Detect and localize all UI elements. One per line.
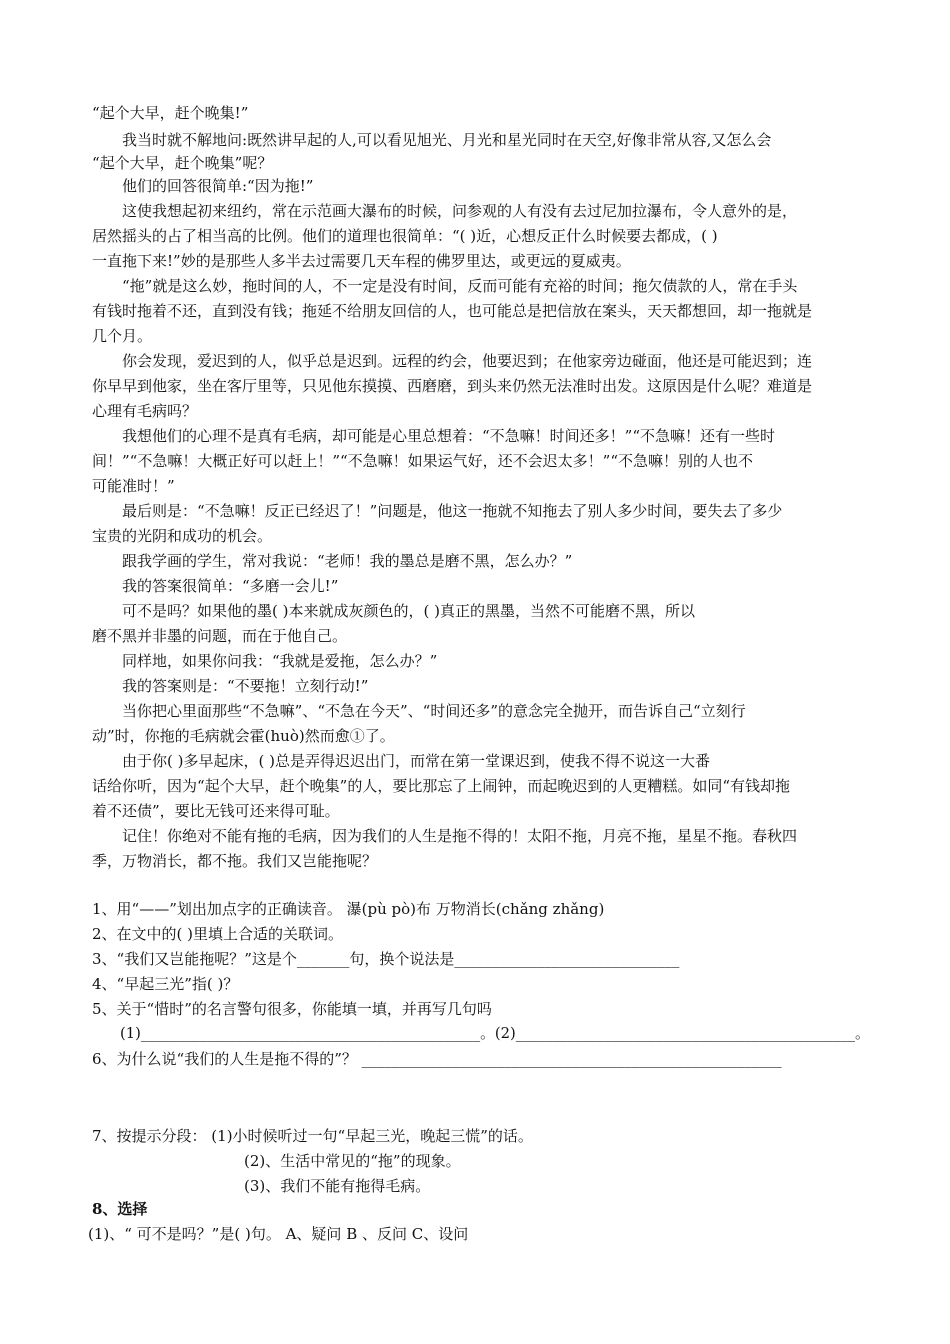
paragraph-line: 可不是吗？如果他的墨( )本来就成灰颜色的，( )真正的黑墨，当然不可能磨不黑，所以 [122,602,695,620]
paragraph-line: 我当时就不解地问:既然讲早起的人,可以看见旭光、月光和星光同时在天空,好像非常从容,又怎么会 [122,131,772,149]
paragraph-line: 一直拖下来!”妙的是那些人多半去过需要几天车程的佛罗里达，或更远的夏威夷。 [92,252,631,270]
paragraph-line: 可能准时！” [92,477,175,495]
question-8-title: 8、选择 [92,1200,148,1218]
paragraph-line: 着不还债”，要比无钱可还来得可耻。 [92,802,340,820]
question-5-blanks: (1)______________________________________________。(2)______________________________________________。 [120,1025,870,1042]
question-5: 5、关于“惜时”的名言警句很多，你能填一填，并再写几句吗 [92,1000,492,1018]
paragraph-line: 记住！你绝对不能有拖的毛病，因为我们的人生是拖不得的！太阳不拖，月亮不拖，星星不拖。春秋四 [122,827,798,845]
question-8-1: (1)、“ 可不是吗？”是( )句。 A、疑问 B 、反问 C、设问 [88,1225,469,1243]
paragraph-line: 我想他们的心理不是真有毛病，却可能是心里总想着：“不急嘛！时间还多！”“不急嘛！还有一些时 [122,427,776,445]
paragraph-line: 宝贵的光阴和成功的机会。 [92,527,273,545]
paragraph-line: 我的答案很简单：“多磨一会儿!” [122,577,339,595]
paragraph-line: 当你把心里面那些“不急嘛”、“不急在今天”、“时间还多”的意念完全抛开，而告诉自己“立刻行 [122,702,746,720]
paragraph-line: 磨不黑并非墨的问题，而在于他自己。 [92,627,348,645]
question-7-item: (2)、生活中常见的“拖”的现象。 [244,1152,461,1170]
paragraph-line: 我的答案则是：“不要拖！立刻行动!” [122,677,369,695]
paragraph-line: “起个大早，赶个晚集”呢？ [92,154,273,172]
question-7-item: (3)、我们不能有拖得毛病。 [244,1177,431,1195]
question-1: 1、用“——”划出加点字的正确读音。 瀑(pù pò)布 万物消长(chǎng zhǎng) [92,900,605,918]
paragraph-line: 最后则是：“不急嘛！反正已经迟了！”问题是，他这一拖就不知拖去了别人多少时间，要失去了多少 [122,502,783,520]
paragraph-line: 由于你( )多早起床，( )总是弄得迟迟出门，而常在第一堂课迟到，使我不得不说这一大番 [122,752,710,770]
paragraph-line: 居然摇头的占了相当高的比例。他们的道理也很简单：“( )近，心想反正什么时候要去都成，( ) [92,227,718,245]
paragraph-line: 他们的回答很简单:“因为拖!” [122,177,314,195]
paragraph-line: 几个月。 [92,327,153,345]
paragraph-line: 心理有毛病吗？ [92,402,198,420]
paragraph-line: 话给你听，因为“起个大早，赶个晚集”的人，要比那忘了上闹钟，而起晚迟到的人更糟糕。如同“有钱却拖 [92,777,791,795]
paragraph-line: 间！”“不急嘛！大概正好可以赶上！”“不急嘛！如果运气好，还不会迟太多！”“不急嘛！别的人也不 [92,452,754,470]
question-2: 2、在文中的( )里填上合适的关联词。 [92,925,344,943]
question-7: 7、按提示分段： (1)小时候听过一句“早起三光，晚起三慌”的话。 [92,1127,533,1145]
paragraph-line: 季，万物消长，都不拖。我们又岂能拖呢？ [92,852,378,870]
paragraph-line: 你早早到他家，坐在客厅里等，只见他东摸摸、西磨磨，到头来仍然无法准时出发。这原因是什么呢？难道是 [92,377,813,395]
paragraph-line: “拖”就是这么妙，拖时间的人，不一定是没有时间，反而可能有充裕的时间；拖欠债款的人，常在手头 [122,277,798,295]
question-4: 4、“早起三光”指( )？ [92,975,239,993]
paragraph-line: 你会发现，爱迟到的人，似乎总是迟到。远程的约会，他要迟到；在他家旁边碰面，他还是可能迟到；连 [122,352,813,370]
paragraph-line: 这使我想起初来纽约，常在示范画大瀑布的时候，问参观的人有没有去过尼加拉瀑布，令人意外的是， [122,202,798,220]
question-3: 3、“我们又岂能拖呢？”这是个_______句，换个说法是______________________________ [92,950,680,968]
paragraph-line: 动”时，你拖的毛病就会霍(huò)然而愈①了。 [92,727,395,745]
paragraph-line: “起个大早，赶个晚集!” [92,104,249,122]
paragraph-line: 跟我学画的学生，常对我说：“老师！我的墨总是磨不黑，怎么办？” [122,552,573,570]
question-6: 6、为什么说“我们的人生是拖不得的”？ ________________________________________________________ [92,1050,782,1068]
paragraph-line: 同样地，如果你问我：“我就是爱拖，怎么办？” [122,652,438,670]
paragraph-line: 有钱时拖着不还，直到没有钱；拖延不给朋友回信的人，也可能总是把信放在案头，天天都想回，却一拖就是 [92,302,813,320]
